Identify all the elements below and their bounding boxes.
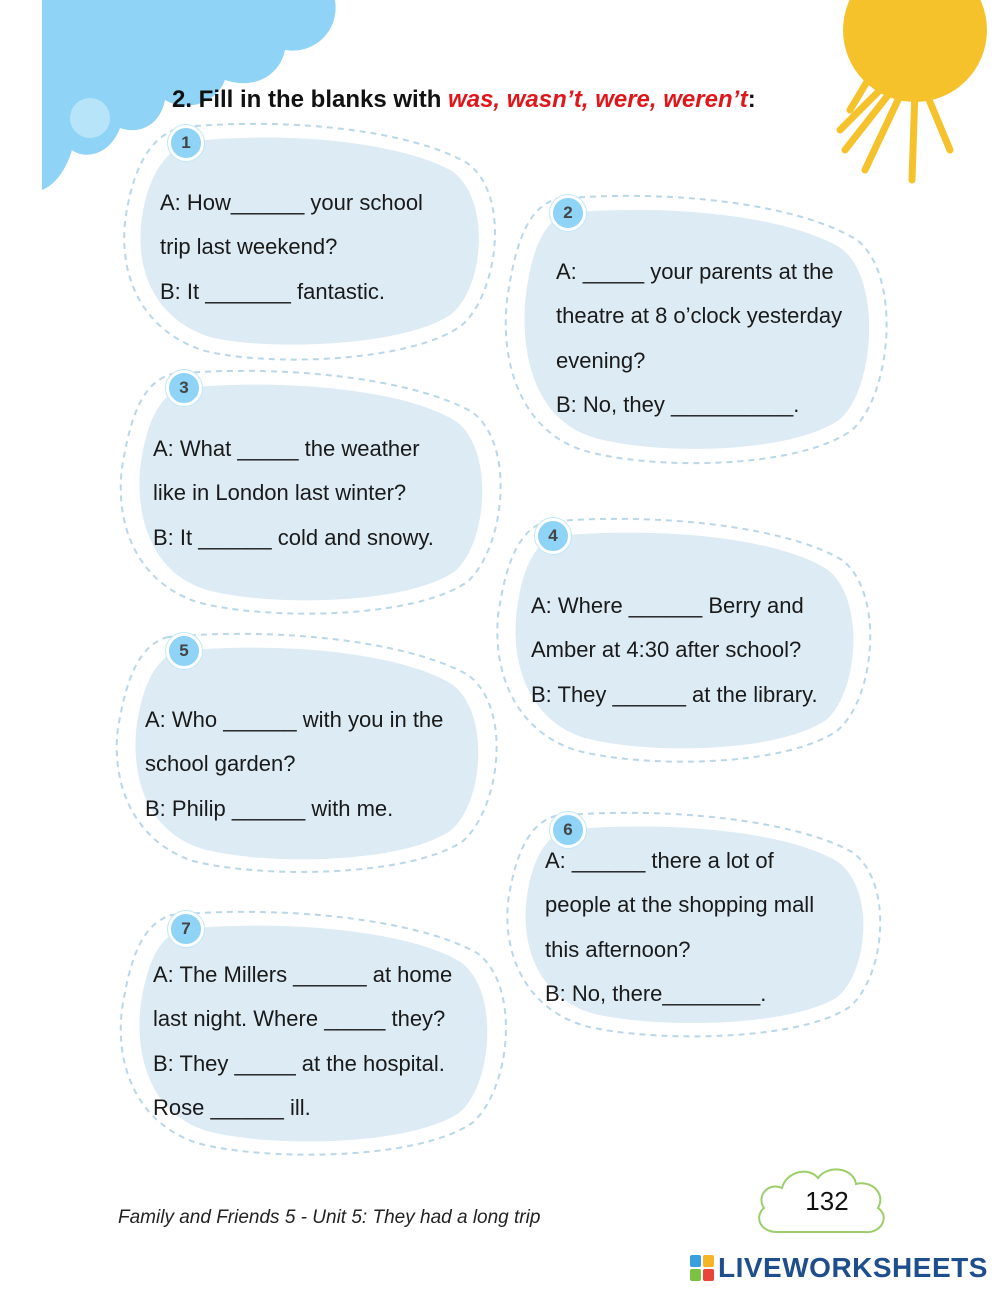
exercise-line: trip last weekend? xyxy=(160,234,338,259)
liveworksheets-logo-icon xyxy=(690,1255,714,1281)
exercise-line: B: No, they __________. xyxy=(556,392,800,417)
exercise-line: B: It _______ fantastic. xyxy=(160,279,386,304)
exercise-line: evening? xyxy=(556,348,646,373)
exercise-line: like in London last winter? xyxy=(153,480,407,505)
exercise-line: A: How______ your school xyxy=(160,190,423,215)
exercise-number-badge: 1 xyxy=(168,125,204,161)
exercise-line: B: No, there________. xyxy=(545,981,767,1006)
title-prefix: 2. Fill in the blanks with xyxy=(172,86,449,113)
exercise-number-badge: 2 xyxy=(550,195,586,231)
exercise-line: A: What _____ the weather xyxy=(153,436,420,461)
page-number: 132 xyxy=(805,1186,849,1216)
exercise-line: B: It ______ cold and snowy. xyxy=(153,525,434,550)
exercise-number-badge: 6 xyxy=(550,812,586,848)
exercise-line: last night. Where _____ they? xyxy=(153,1006,446,1031)
exercise-line: A: _____ your parents at the xyxy=(556,259,834,284)
liveworksheets-logo xyxy=(690,1252,988,1284)
book-source-caption: Family and Friends 5 - Unit 5: They had a long trip xyxy=(118,1207,541,1228)
exercise-line: B: They _____ at the hospital. xyxy=(153,1051,445,1076)
title-suffix: : xyxy=(747,86,756,113)
exercise-line: this afternoon? xyxy=(545,937,691,962)
exercise-number-badge: 3 xyxy=(166,370,202,406)
exercise-line: school garden? xyxy=(145,751,296,776)
exercise-line: Rose ______ ill. xyxy=(153,1095,311,1120)
exercise-number-badge: 5 xyxy=(166,633,202,669)
exercise-line: B: Philip ______ with me. xyxy=(145,796,394,821)
exercise-title xyxy=(172,86,756,114)
exercise-line: people at the shopping mall xyxy=(545,892,815,917)
exercise-number-badge: 7 xyxy=(168,911,204,947)
exercise-line: theatre at 8 o’clock yesterday xyxy=(556,303,843,328)
exercise-line: B: They ______ at the library. xyxy=(531,682,818,707)
title-highlight-words: was, wasn’t, were, weren’t xyxy=(448,86,748,113)
exercise-line: A: ______ there a lot of xyxy=(545,848,774,873)
exercise-number-badge: 4 xyxy=(535,518,571,554)
exercise-line: A: Where ______ Berry and xyxy=(531,593,804,618)
exercise-line: A: The Millers ______ at home xyxy=(153,962,453,987)
exercise-line: Amber at 4:30 after school? xyxy=(531,637,802,662)
liveworksheets-logo-text: LIVEWORKSHEETS xyxy=(718,1252,988,1283)
exercise-line: A: Who ______ with you in the xyxy=(145,707,444,732)
